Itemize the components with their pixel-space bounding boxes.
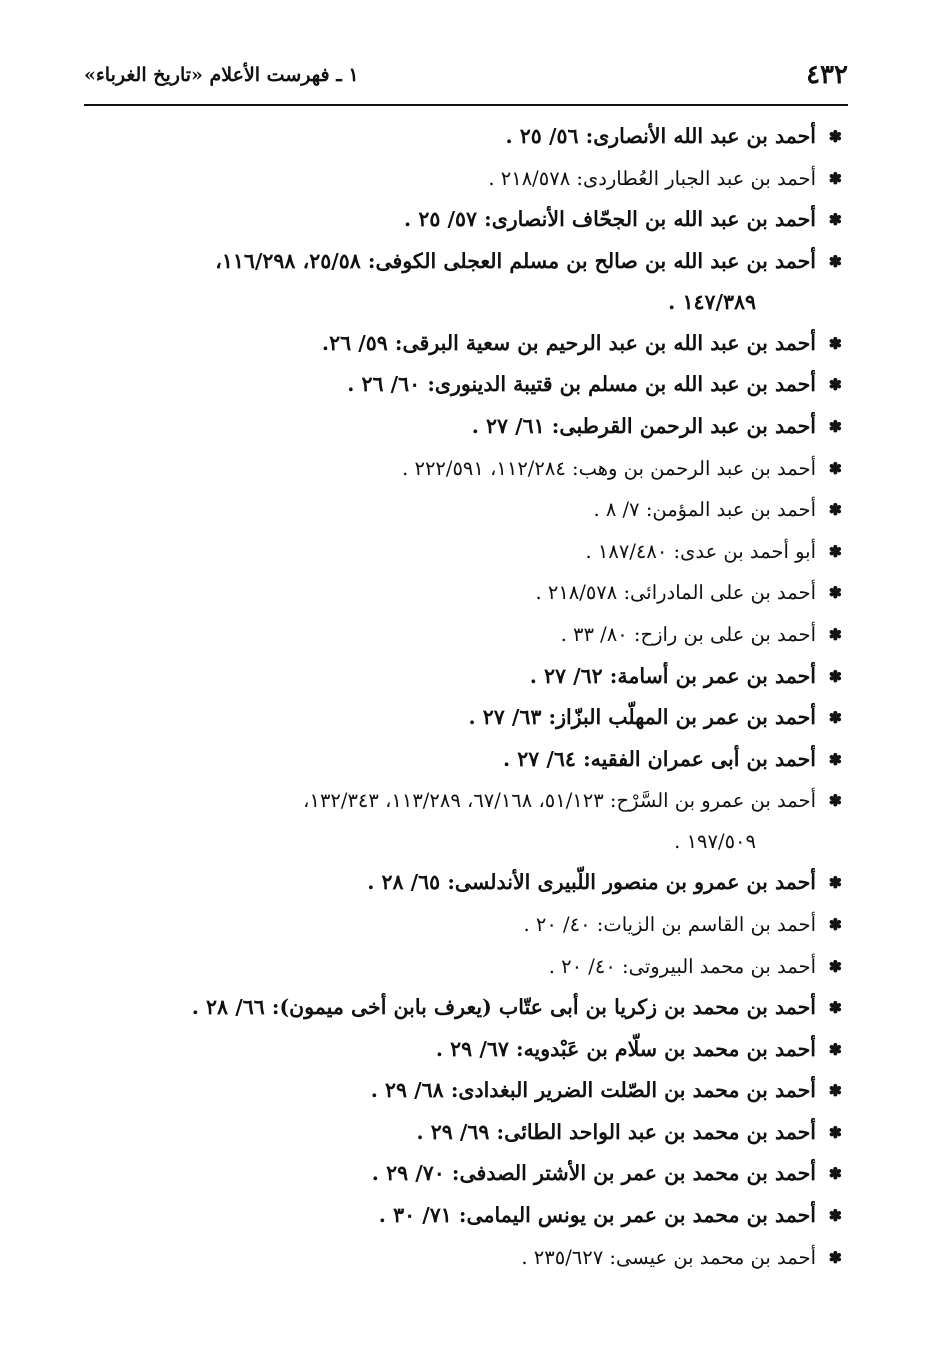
index-entry — [100, 1237, 842, 1279]
index-entry — [100, 1153, 842, 1195]
asterisk-icon: ✽ — [828, 666, 842, 686]
index-entry — [100, 489, 842, 531]
entry-text: أحمد بن على المادرائى: ٢١٨/٥٧٨ . — [535, 581, 816, 605]
asterisk-icon: ✽ — [828, 416, 842, 436]
asterisk-icon: ✽ — [828, 1039, 842, 1059]
index-entry — [100, 656, 842, 698]
asterisk-icon: ✽ — [828, 956, 842, 976]
asterisk-icon: ✽ — [828, 127, 842, 146]
asterisk-icon: ✽ — [828, 500, 842, 520]
asterisk-icon: ✽ — [828, 624, 842, 644]
entry-text: أحمد بن عبد الله بن عبد الرحيم بن سعية البرقى: ٥٩/ ٢٦. — [321, 330, 816, 355]
index-entry — [100, 406, 842, 448]
index-entry — [100, 448, 842, 490]
running-title: ١ ـ فهرست الأعلام «تاريخ الغرباء» — [84, 64, 359, 86]
index-entry — [100, 1195, 842, 1237]
asterisk-icon: ✽ — [828, 251, 842, 271]
page-header — [84, 58, 848, 102]
index-entries — [100, 116, 842, 1278]
index-entry — [100, 614, 842, 656]
index-entry — [100, 323, 842, 365]
index-entry — [100, 904, 842, 946]
page-number: ٤٣٢ — [806, 60, 848, 90]
entry-text: أحمد بن عبد المؤمن: ٧/ ٨ . — [593, 498, 816, 522]
header-rule — [84, 104, 848, 106]
entry-text: أحمد بن عمر بن المهلّب البزّاز: ٦٣/ ٢٧ . — [468, 705, 816, 730]
entry-text: أحمد بن عبد الرحمن بن وهب: ١١٢/٢٨٤، ٢٢٢/٥٩١ . — [402, 456, 816, 480]
index-entry — [100, 987, 842, 1029]
index-entry — [100, 739, 842, 781]
asterisk-icon: ✽ — [828, 583, 842, 603]
entry-text: أحمد بن محمد بن سلّام بن عَبْدويه: ٦٧/ ٢٩ . — [435, 1036, 816, 1061]
entry-text: أحمد بن عبد الجبار العُطاردى: ٢١٨/٥٧٨ . — [488, 166, 816, 190]
asterisk-icon: ✽ — [828, 333, 842, 353]
index-entry — [100, 241, 842, 323]
entry-continuation: ١٩٧/٥٠٩ . — [674, 830, 756, 854]
asterisk-icon: ✽ — [828, 914, 842, 934]
entry-text: أحمد بن عمر بن أسامة: ٦٢/ ٢٧ . — [529, 663, 816, 688]
asterisk-icon: ✽ — [828, 541, 842, 561]
asterisk-icon: ✽ — [828, 708, 842, 728]
asterisk-icon: ✽ — [828, 1247, 842, 1267]
index-entry — [100, 780, 842, 862]
entry-text: أحمد بن محمد بن زكريا بن أبى عتّاب (يعرف بابن أخى ميمون): ٦٦/ ٢٨ . — [191, 995, 816, 1020]
index-entry — [100, 199, 842, 241]
entry-text: أحمد بن عمرو بن السَّرْح: ٥١/١٢٣، ٦٧/١٦٨، ١١٣/٢٨٩، ١٣٢/٣٤٣، — [303, 789, 816, 813]
entry-text: أحمد بن عبد الله بن مسلم بن قتيبة الدينورى: ٦٠/ ٢٦ . — [347, 372, 816, 397]
asterisk-icon: ✽ — [828, 1164, 842, 1184]
entry-text: أحمد بن عبد الله بن الجحّاف الأنصارى: ٥٧/ ٢٥ . — [404, 207, 816, 232]
entry-text: أحمد بن محمد بن عمر بن الأشتر الصدفى: ٧٠/ ٢٩ . — [371, 1161, 816, 1186]
asterisk-icon: ✽ — [828, 873, 842, 893]
entry-text: أحمد بن القاسم بن الزيات: ٤٠/ ٢٠ . — [523, 912, 816, 936]
index-entry — [100, 697, 842, 739]
asterisk-icon: ✽ — [828, 375, 842, 395]
entry-text: أحمد بن أبى عمران الفقيه: ٦٤/ ٢٧ . — [502, 746, 816, 771]
asterisk-icon: ✽ — [828, 1081, 842, 1101]
entry-text: أحمد بن عبد الله الأنصارى: ٥٦/ ٢٥ . — [505, 124, 816, 148]
asterisk-icon: ✽ — [828, 1122, 842, 1142]
entry-text: أبو أحمد بن عدى: ١٨٧/٤٨٠ . — [585, 539, 816, 563]
asterisk-icon: ✽ — [828, 458, 842, 478]
entry-text: أحمد بن على بن رازح: ٨٠/ ٣٣ . — [560, 622, 816, 646]
asterisk-icon: ✽ — [828, 749, 842, 769]
entry-text: أحمد بن محمد بن عبد الواحد الطائى: ٦٩/ ٢٩ . — [416, 1119, 816, 1144]
index-entry — [100, 116, 842, 158]
asterisk-icon: ✽ — [828, 998, 842, 1018]
entry-continuation: ١٤٧/٣٨٩ . — [668, 289, 756, 314]
index-entry — [100, 572, 842, 614]
entry-text: أحمد بن عمرو بن منصور اللّبيرى الأندلسى: ٦٥/ ٢٨ . — [367, 870, 816, 895]
index-entry — [100, 364, 842, 406]
entry-text: أحمد بن عبد الله بن صالح بن مسلم العجلى الكوفى: ٢٥/٥٨، ١١٦/٢٩٨، — [215, 248, 816, 273]
index-entry — [100, 862, 842, 904]
index-entry — [100, 1029, 842, 1071]
asterisk-icon: ✽ — [828, 1206, 842, 1226]
index-entry — [100, 158, 842, 200]
entry-text: أحمد بن عبد الرحمن القرطبى: ٦١/ ٢٧ . — [471, 413, 816, 438]
index-entry — [100, 531, 842, 573]
asterisk-icon: ✽ — [828, 168, 842, 188]
asterisk-icon: ✽ — [828, 791, 842, 811]
index-entry — [100, 1112, 842, 1154]
asterisk-icon: ✽ — [828, 210, 842, 230]
entry-text: أحمد بن محمد بن عمر بن يونس اليمامى: ٧١/ ٣٠ . — [378, 1203, 816, 1228]
entry-text: أحمد بن محمد بن عيسى: ٢٣٥/٦٢٧ . — [521, 1245, 816, 1269]
index-entry — [100, 946, 842, 988]
index-entry — [100, 1070, 842, 1112]
entry-text: أحمد بن محمد بن الصّلت الضرير البغدادى: ٦٨/ ٢٩ . — [370, 1078, 816, 1103]
entry-text: أحمد بن محمد البيروتى: ٤٠/ ٢٠ . — [548, 954, 816, 978]
